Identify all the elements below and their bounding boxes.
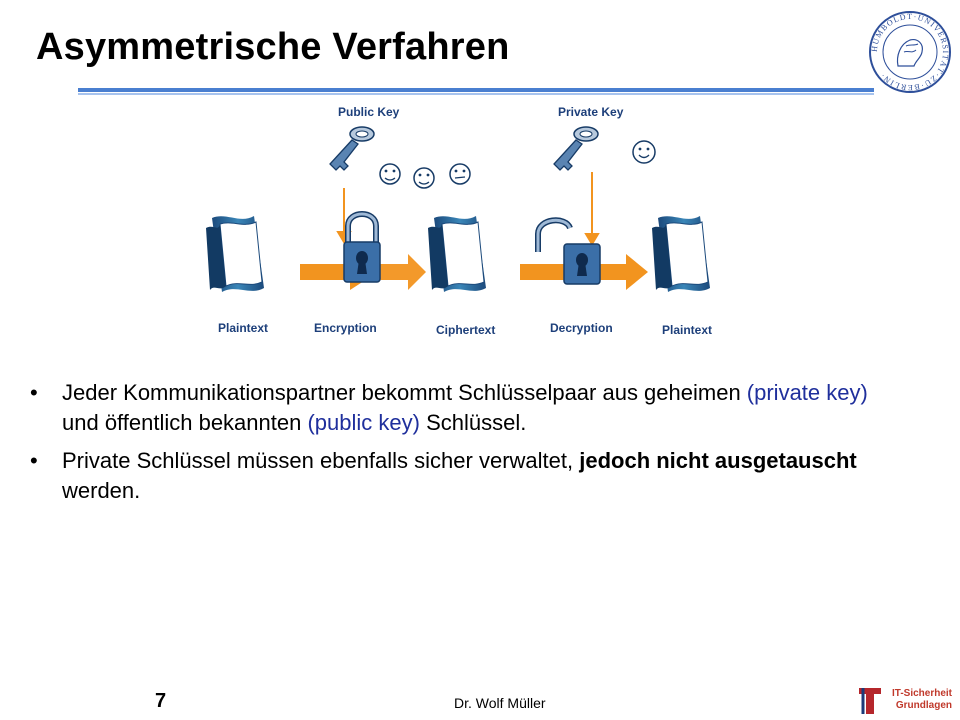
ciphertext-document-icon: [428, 216, 486, 292]
bullet-text: werden.: [62, 478, 141, 503]
svg-text:HUMBOLDT·UNIVERSITÄT·ZU·BERLIN: HUMBOLDT·UNIVERSITÄT·ZU·BERLIN·: [869, 11, 951, 93]
plaintext-document-icon: [206, 216, 264, 292]
bullet-dot: •: [30, 380, 38, 405]
brand-line-1: IT-Sicherheit: [891, 688, 952, 699]
brand-line-2: Grundlagen: [895, 700, 952, 711]
bullet-text: Jeder Kommunikationspartner bekommt Schlüsselpaar aus geheimen: [62, 380, 747, 405]
public-key-icon: [330, 127, 374, 170]
bullet-text: und öffentlich bekannten: [62, 410, 308, 435]
page-number: 7: [155, 690, 167, 712]
title-divider: [78, 88, 874, 92]
plaintext-result-document-icon: [652, 216, 710, 292]
private-key-label: Private Key: [558, 105, 624, 119]
emphasis-text: jedoch nicht ausgetauscht: [579, 448, 857, 473]
plaintext-result-label: Plaintext: [662, 323, 713, 337]
asymmetric-encryption-diagram: [200, 100, 740, 350]
bullet-text: Private Schlüssel müssen ebenfalls sicher verwaltet,: [62, 448, 580, 473]
bullet-item: [30, 446, 910, 506]
ciphertext-label: Ciphertext: [436, 323, 496, 337]
encryption-label: Encryption: [314, 321, 377, 335]
university-seal-logo: [866, 8, 954, 96]
bullet-dot: •: [30, 448, 38, 473]
encryption-lock-icon: [344, 214, 380, 282]
slide-title: Asymmetrische Verfahren: [36, 26, 510, 68]
bullet-item: [30, 378, 910, 438]
brand-text: [886, 688, 952, 712]
plaintext-label: Plaintext: [218, 321, 269, 335]
decryption-label: Decryption: [550, 321, 613, 335]
bullet-text: Schlüssel.: [419, 410, 527, 435]
private-key-icon: [554, 127, 598, 170]
title-divider-shadow: [78, 93, 874, 95]
smiley-face-icon: [633, 141, 655, 163]
private-key-term: (private key): [746, 380, 868, 405]
public-key-term: (public key): [307, 410, 420, 435]
author-footer: Dr. Wolf Müller: [454, 695, 546, 711]
bullet-list: [30, 378, 910, 514]
public-key-label: Public Key: [338, 105, 400, 119]
